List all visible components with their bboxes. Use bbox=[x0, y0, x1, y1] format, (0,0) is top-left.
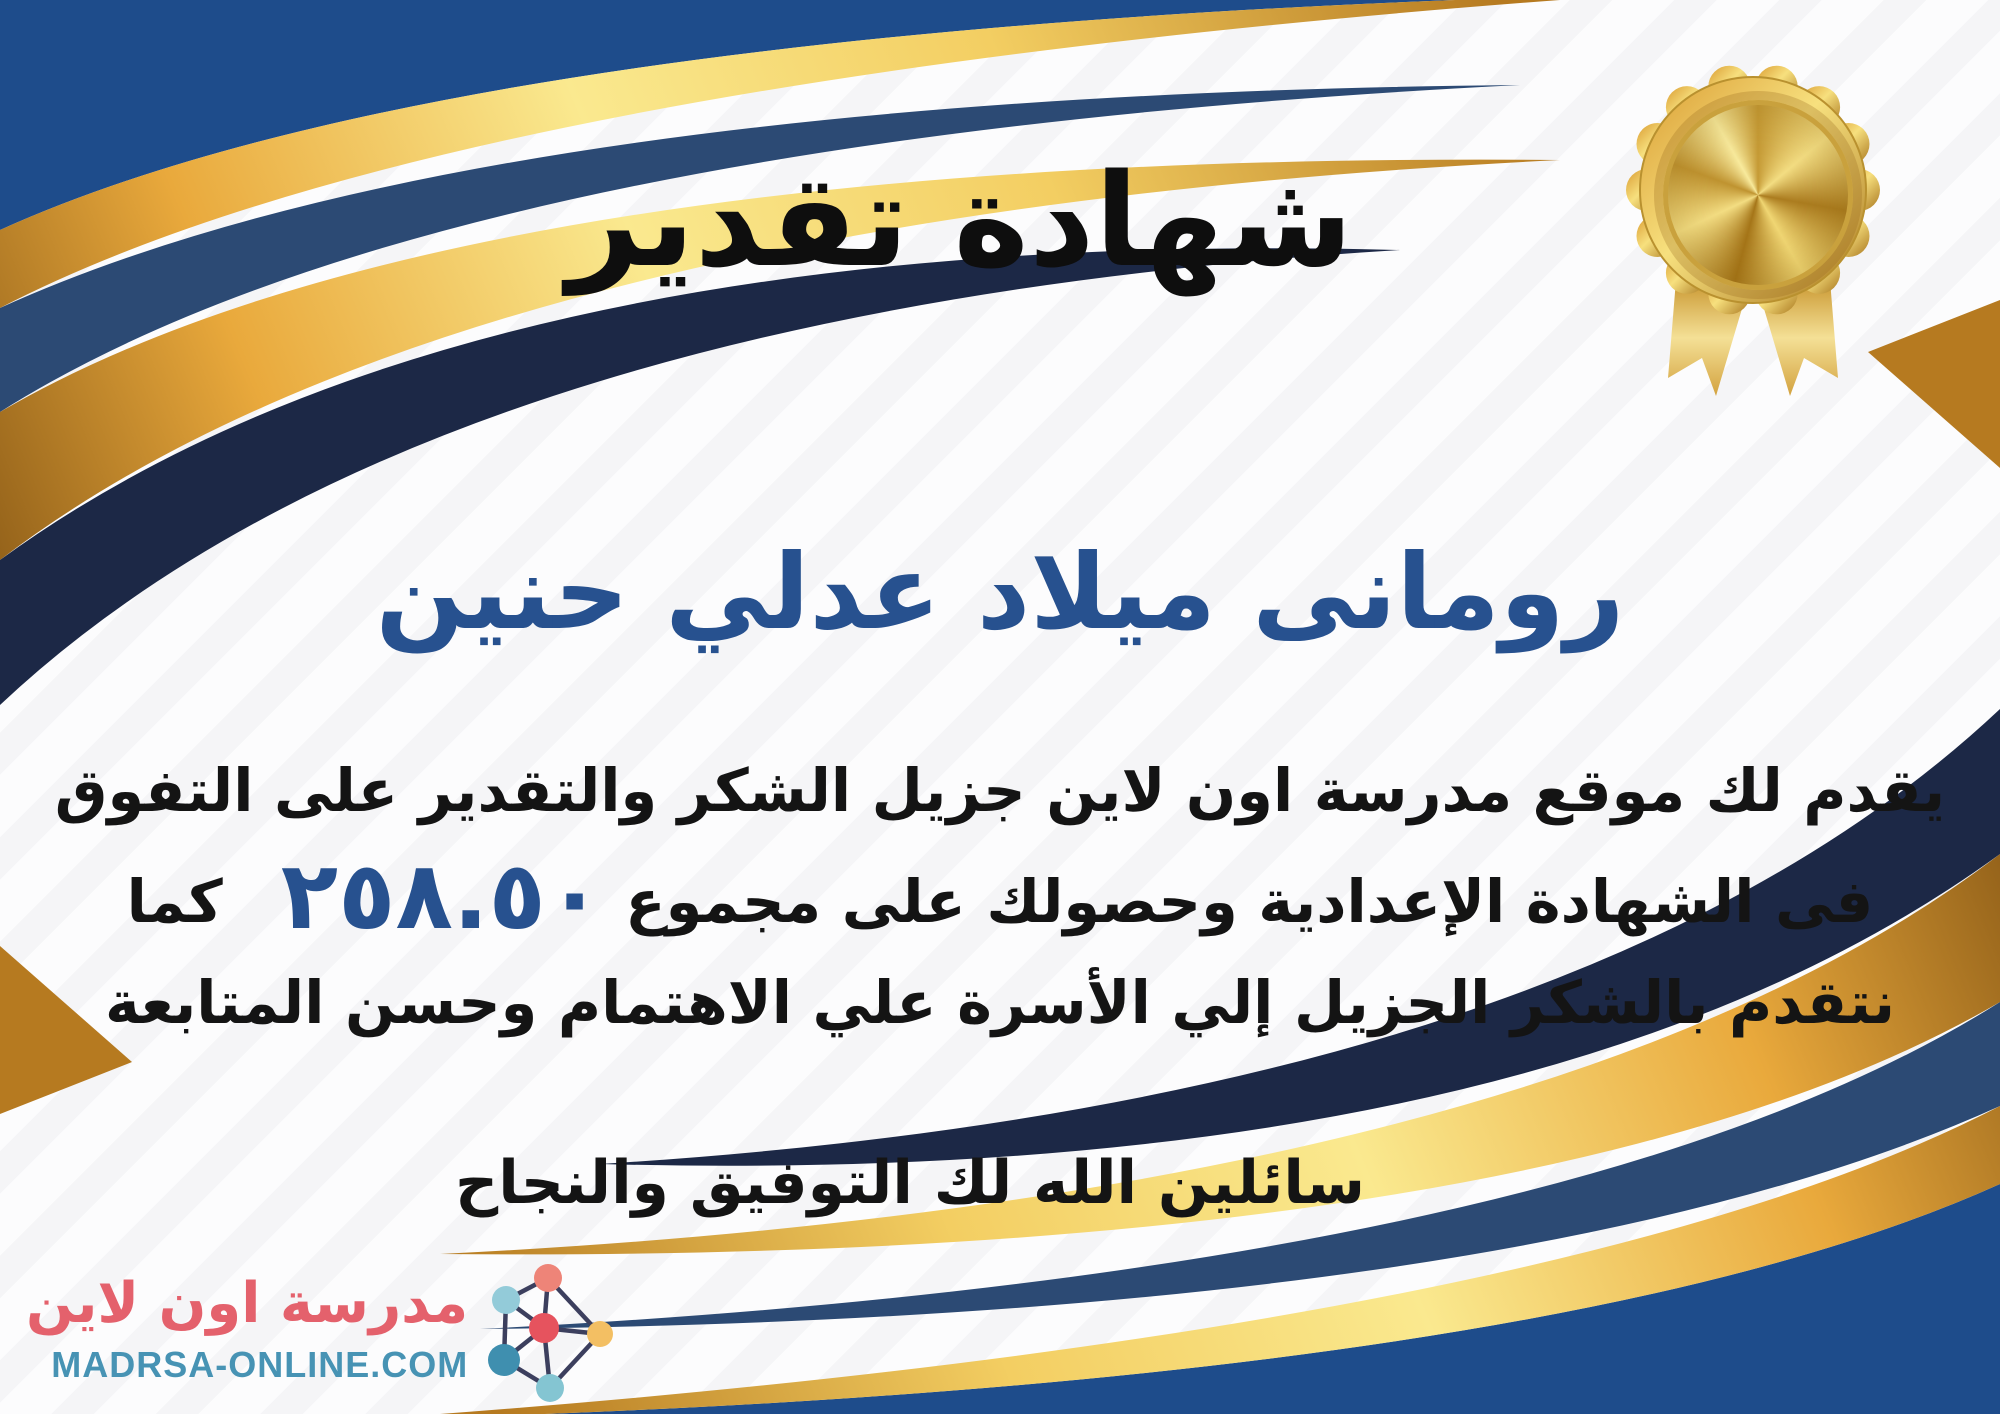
network-graph-icon bbox=[484, 1256, 616, 1404]
student-name: رومانى ميلاد عدلي حنين bbox=[375, 531, 1625, 653]
site-logo bbox=[26, 1256, 616, 1404]
body-line-2-tail: كما bbox=[126, 867, 223, 936]
body-line-1: يقدم لك موقع مدرسة اون لاين جزيل الشكر والتقدير على التفوق bbox=[54, 756, 1946, 825]
body-line-2 bbox=[0, 844, 2000, 950]
body-line-3: نتقدم بالشكر الجزيل إلي الأسرة علي الاهتمام وحسن المتابعة bbox=[105, 968, 1895, 1037]
total-score: ٢٥٨.٥٠ bbox=[280, 842, 604, 951]
body-line-2-text: فى الشهادة الإعدادية وحصولك على مجموع bbox=[625, 867, 1874, 936]
certificate-body bbox=[0, 738, 2000, 1056]
logo-website: MADRSA-ONLINE.COM bbox=[51, 1344, 469, 1385]
closing-line: سائلين الله لك التوفيق والنجاح bbox=[455, 1148, 1365, 1218]
logo-arabic-name: مدرسة اون لاين bbox=[26, 1271, 469, 1336]
certificate-title: شهادة تقدير bbox=[566, 147, 1354, 296]
logo-text-block bbox=[26, 1269, 468, 1391]
